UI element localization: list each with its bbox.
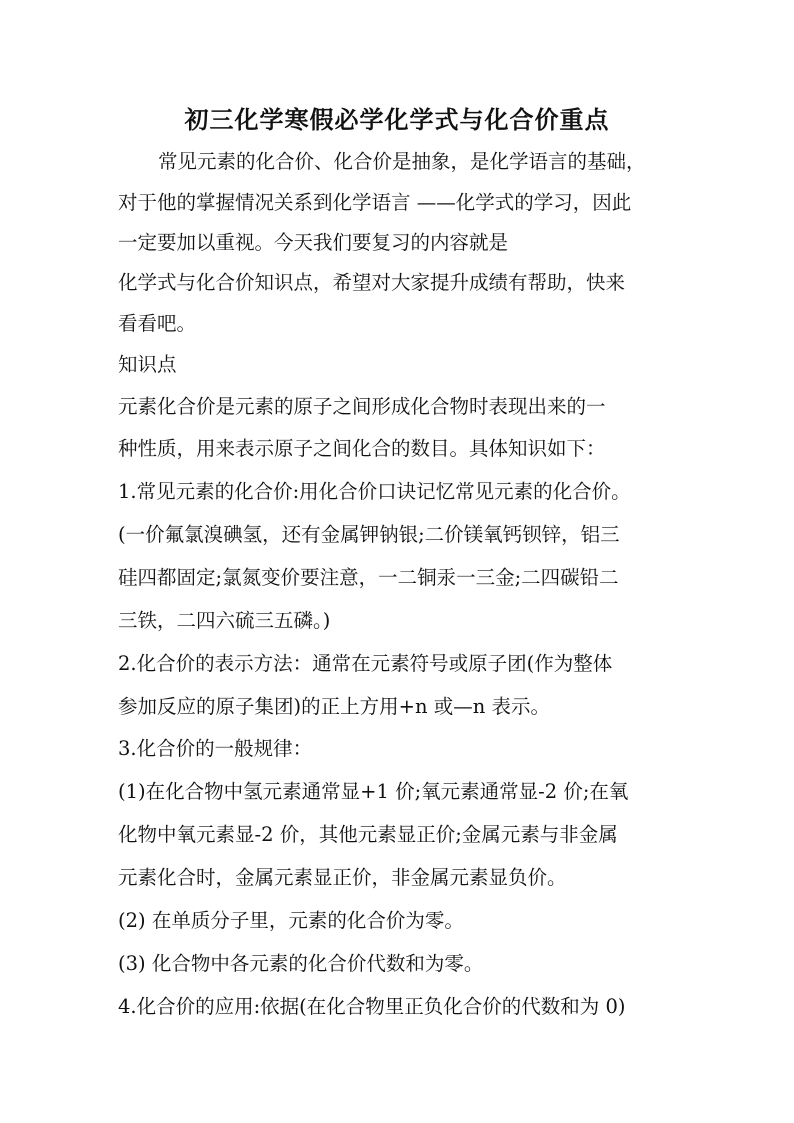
list-item-1-line-1: 1.常见元素的化合价:用化合价口诀记忆常见元素的化合价。 xyxy=(118,480,631,503)
paragraph-line-8: 种性质，用来表示原子之间化合的数目。具体知识如下： xyxy=(118,437,606,460)
paragraph-line-4: 化学式与化合价知识点，希望对大家提升成绩有帮助，快来 xyxy=(118,271,626,294)
list-item-1-line-3: 硅四都固定;氯氮变价要注意，一二铜汞一三金;二四碳铅二 xyxy=(118,566,619,589)
list-item-3-1-line-2: 化物中氧元素显-2 价，其他元素显正价;金属元素与非金属 xyxy=(118,823,618,846)
paragraph-line-3: 一定要加以重视。今天我们要复习的内容就是 xyxy=(118,231,509,254)
paragraph-line-1: 常见元素的化合价、化合价是抽象，是化学语言的基础， xyxy=(158,150,646,173)
list-item-3-3: (3) 化合物中各元素的化合价代数和为零。 xyxy=(118,952,484,975)
list-item-3-heading: 3.化合价的一般规律： xyxy=(118,737,313,760)
paragraph-line-2: 对于他的掌握情况关系到化学语言 ——化学式的学习，因此 xyxy=(118,191,632,214)
paragraph-line-5: 看看吧。 xyxy=(118,312,197,335)
list-item-2-line-1: 2.化合价的表示方法：通常在元素符号或原子团(作为整体 xyxy=(118,652,613,675)
list-item-4-line-1: 4.化合价的应用:依据(在化合物里正负化合价的代数和为 0) xyxy=(118,995,626,1018)
document-title: 初三化学寒假必学化学式与化合价重点 xyxy=(184,105,610,134)
list-item-3-1-line-1: (1)在化合物中氢元素通常显+1 价;氧元素通常显-2 价;在氧 xyxy=(118,780,629,803)
paragraph-line-7: 元素化合价是元素的原子之间形成化合物时表现出来的一 xyxy=(118,395,606,418)
list-item-1-line-2: (一价氟氯溴碘氢，还有金属钾钠银;二价镁氧钙钡锌，铝三 xyxy=(118,523,620,546)
list-item-3-2: (2) 在单质分子里，元素的化合价为零。 xyxy=(118,909,464,932)
list-item-2-line-2: 参加反应的原子集团)的正上方用+n 或—n 表示。 xyxy=(118,695,550,718)
list-item-1-line-4: 三铁，二四六硫三五磷。) xyxy=(118,609,331,632)
section-heading: 知识点 xyxy=(118,353,177,376)
list-item-3-1-line-3: 元素化合时，金属元素显正价，非金属元素显负价。 xyxy=(118,866,567,889)
